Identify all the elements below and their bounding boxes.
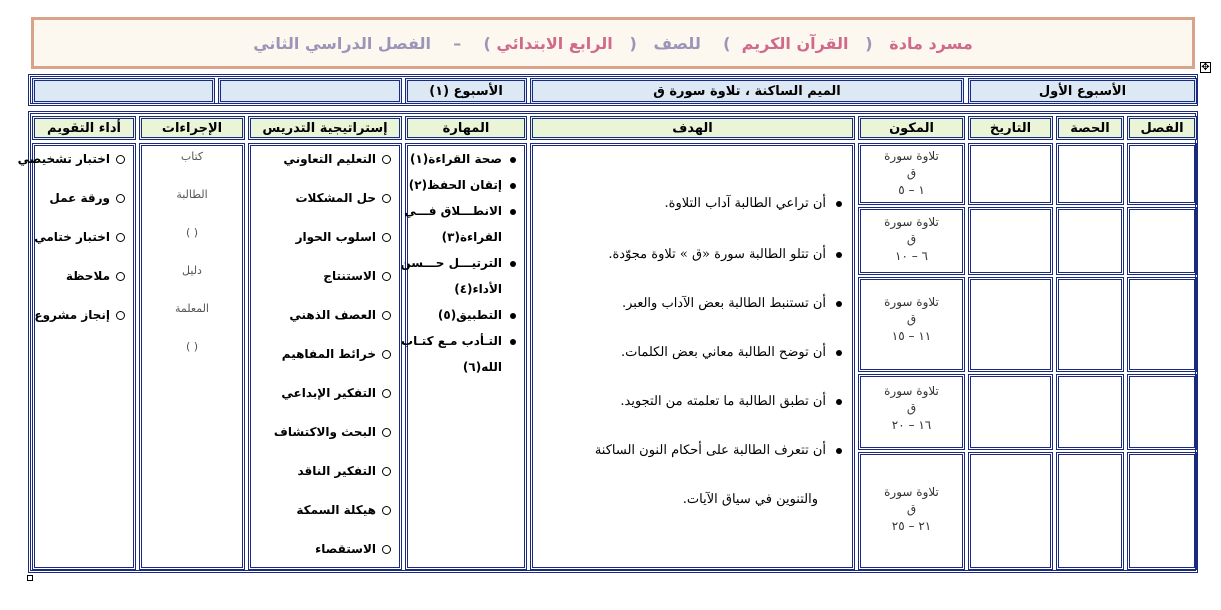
component-line: تلاوة سورة <box>884 384 939 398</box>
circle-bullet-icon <box>382 545 391 554</box>
evaluation-item <box>66 269 125 283</box>
skill-text: الله(٦) <box>462 360 502 374</box>
strategy-text: الاستقصاء <box>315 542 376 556</box>
header-strategy <box>248 116 402 140</box>
component-line: ١ – ٥ <box>898 183 925 197</box>
skill-item-continued <box>454 282 502 296</box>
evaluation-item <box>18 152 125 166</box>
strategy-item <box>296 503 391 517</box>
week-number: الأسبوع (١) <box>429 84 503 99</box>
evaluation-text: اختبار تشخيصي <box>17 152 110 166</box>
skill-text: التطبيق(٥) <box>437 308 502 322</box>
bullet-icon <box>836 301 842 307</box>
strategy-text: خرائط المفاهيم <box>281 347 376 361</box>
skill-text: الترتيـــل حـــسن <box>400 256 502 270</box>
component-cell <box>858 374 965 450</box>
component-line: تلاوة سورة <box>884 295 939 309</box>
circle-bullet-icon <box>382 350 391 359</box>
title-dash: – <box>453 34 462 53</box>
evaluation-item <box>34 308 125 322</box>
row-cell <box>968 277 1053 372</box>
goal-text: أن تستنبط الطالبة بعض الآداب والعبر. <box>621 296 826 311</box>
header-goal <box>530 116 855 140</box>
skill-text: الانطـــلاق فـــي <box>404 204 502 218</box>
strategy-item <box>289 308 391 322</box>
evaluation-item <box>34 230 125 244</box>
goal-text: أن تطبق الطالبة ما تعلمته من التجويد. <box>620 394 826 409</box>
title-subject: القرآن الكريم <box>741 34 849 53</box>
procedure-line: ( ) <box>185 340 199 353</box>
goal-item <box>595 443 842 458</box>
circle-bullet-icon <box>116 155 125 164</box>
goal-item <box>621 345 842 360</box>
row-cell <box>1127 143 1197 205</box>
goal-item <box>665 196 842 211</box>
header-evaluation <box>32 116 136 140</box>
circle-bullet-icon <box>382 272 391 281</box>
goal-text: أن تتعرف الطالبة على أحكام النون الساكنة <box>594 443 826 458</box>
component-line: ٢١ – ٢٥ <box>891 519 932 533</box>
row-cell <box>968 374 1053 450</box>
evaluation-text: ملاحظة <box>65 269 110 283</box>
strategy-text: العصف الذهني <box>289 308 376 322</box>
row-cell <box>1056 207 1124 275</box>
row-cell <box>1056 277 1124 372</box>
component-cell <box>858 143 965 205</box>
lesson-plan-table <box>17 111 1198 573</box>
row-cell <box>968 143 1053 205</box>
skill-text: إتقان الحفظ(٢) <box>408 178 502 192</box>
bullet-icon <box>836 399 842 405</box>
goal-item <box>622 296 842 311</box>
header-label: المكون <box>889 121 934 136</box>
component-line: ١١ – ١٥ <box>891 329 932 343</box>
circle-bullet-icon <box>382 389 391 398</box>
strategy-item <box>315 542 391 556</box>
goal-text: أن تراعي الطالبة آداب التلاوة. <box>664 196 826 211</box>
component-cell <box>858 207 965 275</box>
procedure-line: دليل <box>182 264 202 277</box>
goal-text: أن تتلو الطالبة سورة «ق » تلاوة مجوّدة. <box>608 247 826 262</box>
component-line: ١٦ – ٢٠ <box>891 418 932 432</box>
header-label: أداء التقويم <box>47 121 121 136</box>
component-cell <box>858 452 965 570</box>
component-cell <box>858 277 965 372</box>
row-cell <box>968 207 1053 275</box>
bullet-icon <box>836 201 842 207</box>
skill-text: القراءة(٣) <box>441 230 502 244</box>
skill-text: الأداء(٤) <box>454 282 502 296</box>
evaluation-cell <box>17 143 136 570</box>
skill-item <box>401 334 516 348</box>
page-title <box>34 34 1192 53</box>
week-blank-cell <box>32 78 215 104</box>
circle-bullet-icon <box>116 233 125 242</box>
component-line: ق <box>906 312 917 326</box>
component-line: ق <box>906 401 917 415</box>
week-blank-cell <box>218 78 402 104</box>
strategy-item <box>274 425 391 439</box>
strategy-item <box>323 269 391 283</box>
title-paren: ( <box>865 34 873 53</box>
skills-cell <box>400 143 527 570</box>
row-cell <box>1127 374 1197 450</box>
header-procedures <box>139 116 245 140</box>
bullet-icon <box>510 339 516 345</box>
procedure-line: الطالبة <box>176 188 208 201</box>
circle-bullet-icon <box>382 155 391 164</box>
header-component <box>858 116 965 140</box>
bullet-icon <box>836 448 842 454</box>
table-resize-handle[interactable] <box>27 575 33 581</box>
strategy-item <box>295 191 391 205</box>
circle-bullet-icon <box>382 506 391 515</box>
skill-item <box>400 256 516 270</box>
week-name-cell <box>968 78 1197 104</box>
circle-bullet-icon <box>116 194 125 203</box>
header-class <box>1127 116 1197 140</box>
week-row-table <box>28 74 1198 106</box>
circle-bullet-icon <box>382 311 391 320</box>
strategy-text: التفكير الإبداعي <box>281 386 376 400</box>
header-label: الإجراءات <box>161 121 223 136</box>
procedure-line: ( ) <box>185 226 199 239</box>
skill-text: التـأدب مـع كتـاب <box>401 334 502 348</box>
strategy-text: الاستنتاج <box>323 269 376 283</box>
skill-item-continued <box>442 230 502 244</box>
row-cell <box>1127 452 1197 570</box>
header-label: إستراتيجية التدريس <box>262 121 388 136</box>
row-cell <box>1056 452 1124 570</box>
skill-item <box>410 152 516 166</box>
title-grade-label: للصف <box>653 34 701 53</box>
circle-bullet-icon <box>382 467 391 476</box>
evaluation-text: اختبار ختامي <box>34 230 110 244</box>
component-line: ق <box>906 166 917 180</box>
title-grade: الرابع الابتدائي <box>496 34 613 53</box>
evaluation-text: إنجاز مشروع <box>34 308 110 322</box>
skill-item-continued <box>463 360 502 374</box>
bullet-icon <box>836 252 842 258</box>
title-paren: ( <box>629 34 637 53</box>
title-semester: الفصل الدراسي الثاني <box>253 34 431 53</box>
component-line: تلاوة سورة <box>884 149 939 163</box>
component-line: ق <box>906 502 917 516</box>
row-cell <box>1127 277 1197 372</box>
row-cell <box>1127 207 1197 275</box>
goal-text: والتنوين في سياق الآيات. <box>682 492 818 507</box>
strategies-cell <box>248 143 402 570</box>
component-line: ق <box>906 232 917 246</box>
row-cell <box>1056 374 1124 450</box>
bullet-icon <box>510 157 516 163</box>
week-number-cell <box>405 78 527 104</box>
strategy-item <box>283 152 391 166</box>
procedures-cell <box>139 143 245 570</box>
strategy-text: اسلوب الحوار <box>295 230 376 244</box>
goal-item <box>620 394 842 409</box>
circle-bullet-icon <box>116 272 125 281</box>
header-label: الهدف <box>672 121 713 136</box>
strategy-item <box>298 464 392 478</box>
circle-bullet-icon <box>116 311 125 320</box>
bullet-icon <box>510 209 516 215</box>
evaluation-item <box>49 191 125 205</box>
header-label: الحصة <box>1070 121 1110 136</box>
strategy-text: حل المشكلات <box>295 191 376 205</box>
circle-bullet-icon <box>382 233 391 242</box>
header-label: المهارة <box>442 121 490 136</box>
procedure-line: كتاب <box>180 150 204 163</box>
skill-item <box>404 204 516 218</box>
header-label: الفصل <box>1140 121 1184 136</box>
strategy-text: التعليم التعاوني <box>283 152 376 166</box>
strategy-text: البحث والاكتشاف <box>273 425 376 439</box>
evaluation-text: ورقة عمل <box>49 191 110 205</box>
row-cell <box>968 452 1053 570</box>
component-line: تلاوة سورة <box>884 215 939 229</box>
row-cell <box>1056 143 1124 205</box>
header-date <box>968 116 1053 140</box>
strategy-text: هيكلة السمكة <box>296 503 376 517</box>
header-period <box>1056 116 1124 140</box>
lesson-cell <box>530 78 964 104</box>
header-label: التاريخ <box>989 121 1032 136</box>
bullet-icon <box>836 350 842 356</box>
title-prefix: مسرد مادة <box>889 34 973 53</box>
strategy-item <box>282 347 391 361</box>
lesson-title: الميم الساكنة ، تلاوة سورة ق <box>653 84 841 99</box>
title-paren: ) <box>723 34 731 53</box>
bullet-icon <box>510 261 516 267</box>
skill-item <box>438 308 516 322</box>
bullet-icon <box>510 313 516 319</box>
bullet-icon <box>510 183 516 189</box>
goal-item-continued <box>683 492 818 507</box>
goals-cell <box>530 143 855 570</box>
table-move-handle-icon[interactable]: ✥ <box>1201 62 1210 73</box>
title-box <box>31 17 1195 69</box>
header-skill <box>405 116 527 140</box>
week-name: الأسبوع الأول <box>1038 84 1127 99</box>
procedure-line: المعلمة <box>175 302 209 315</box>
title-paren: ) <box>483 34 491 53</box>
component-line: تلاوة سورة <box>884 485 939 499</box>
goal-text: أن توضح الطالبة معاني بعض الكلمات. <box>620 345 826 360</box>
strategy-item <box>296 230 391 244</box>
component-line: ٦ – ١٠ <box>895 249 928 263</box>
circle-bullet-icon <box>382 428 391 437</box>
strategy-item <box>281 386 391 400</box>
skill-text: صحة القراءة(١) <box>409 152 502 166</box>
goal-item <box>608 247 842 262</box>
circle-bullet-icon <box>382 194 391 203</box>
strategy-text: التفكير الناقد <box>297 464 376 478</box>
skill-item <box>409 178 516 192</box>
